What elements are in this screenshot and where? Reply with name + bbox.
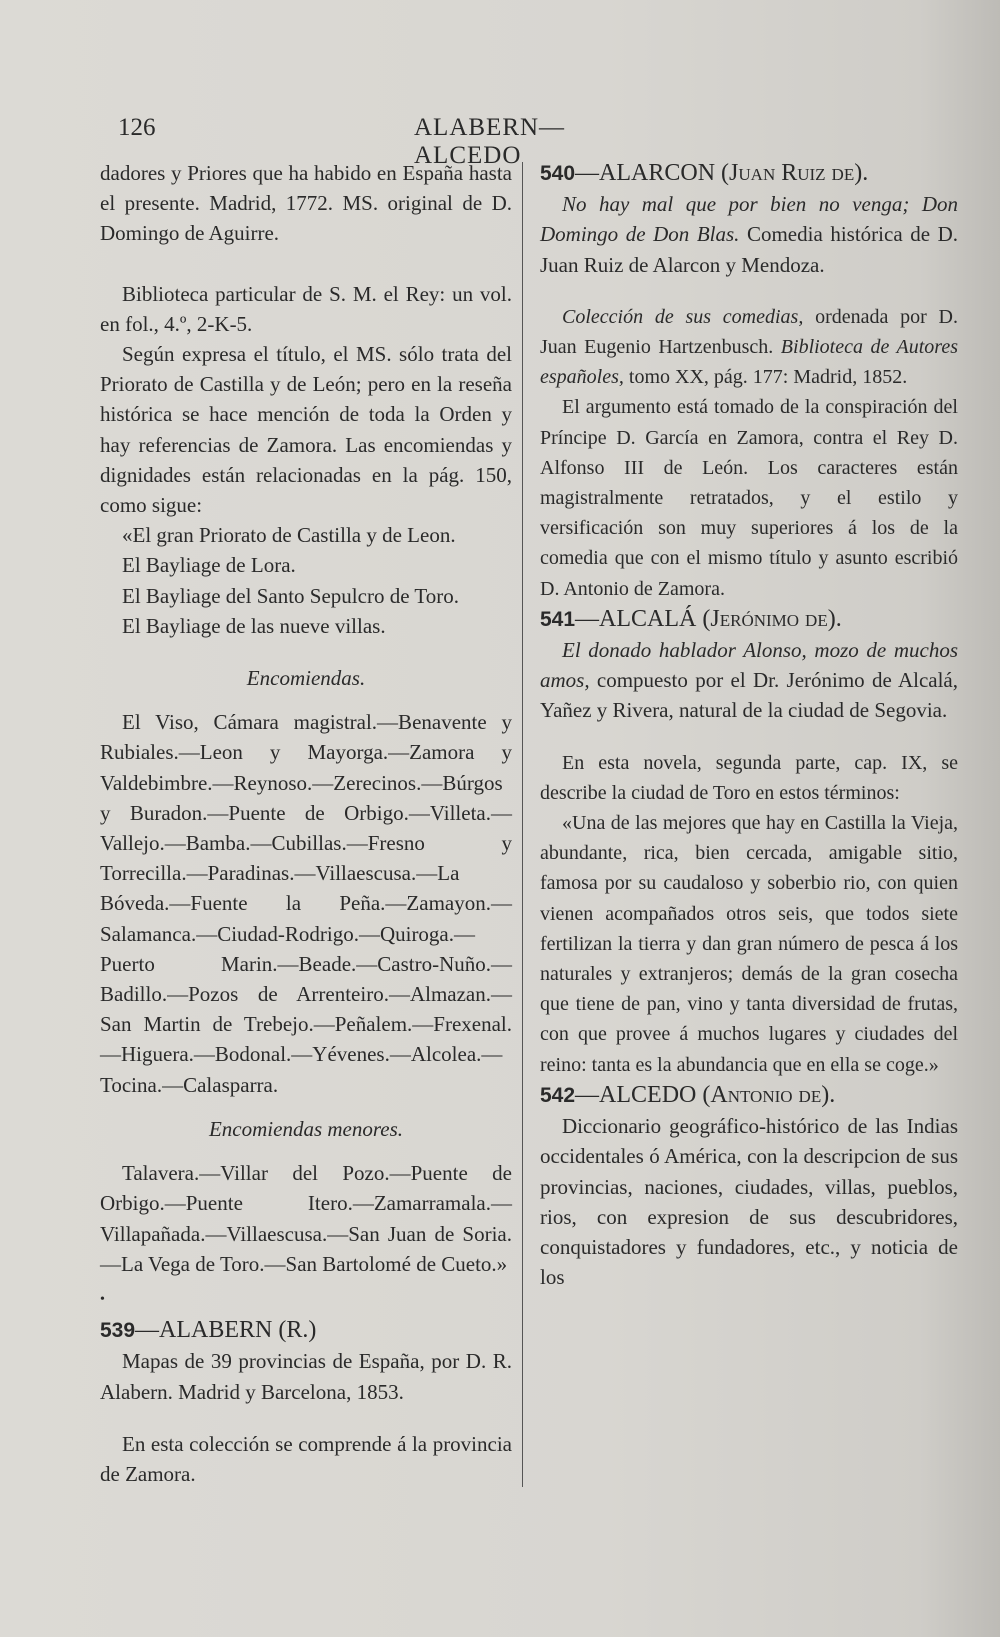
ornament-dot: • [100,1291,105,1307]
source-details: tomo XX, pág. 177: Madrid, 1852. [623,366,908,389]
entry-author-name: Juan Ruiz de [729,160,855,186]
work-title: El donado hablador Alonso, mozo de muchos amos, [540,638,958,693]
left-column [100,158,512,1489]
quote-line: El Bayliage de Lora. [122,553,296,578]
page-number: 126 [118,114,156,141]
entry-author-close: ). [821,1081,836,1108]
entry-number: 539 [100,1319,136,1343]
entry-541-note: En esta novela, segunda parte, cap. IX, se describe la ciudad de Toro en estos términos: [540,751,958,804]
intro-paragraph: dadores y Priores que ha habido en España hasta el presente. Madrid, 1772. MS. original de D. Domingo de Aguirre. [100,161,512,246]
library-note: Biblioteca particular de S. M. el Rey: un vol. en fol., 4.º, 2-K-5. [100,281,512,336]
entry-540-source [540,302,958,393]
encomiendas-menores-list: Talavera.—Villar del Pozo.—Puente de Orbigo.—Puente Itero.—Zamarramala.—Villapañada.—Villaescusa.—San Juan de Soria.—La Vega de Toro.—San Bartolomé de Cueto.» [100,1161,512,1276]
source-text: ordenada por D. Juan Eugenio Hartzenbusch. [540,305,958,359]
entry-540-argument: El argumento está tomado de la conspiración del Príncipe D. García en Zamora, contra el Rey D. Alfonso III de León. Los caracteres están magistralmente retratados, y el estilo y versificación son muy superiores á los de la comedia que con el mismo título y asunto escribió D. Antonio de Zamora. [540,396,958,600]
entry-540-title [540,189,958,280]
entry-author-close: ). [827,605,842,632]
description-paragraph: Según expresa el título, el MS. sólo trata del Priorato de Castilla y de León; pero en la reseña histórica se hace mención de toda la Orden y hay referencias de Zamora. Las encomiendas y dignidades están relacionadas en la pág. 150, como sigue: [100,342,512,518]
encomiendas-menores-title: Encomiendas menores. [208,1116,403,1141]
entry-539-title: Mapas de 39 provincias de España, por D. R. Alabern. Madrid y Barcelona, 1853. [100,1349,512,1404]
running-head: ALABERN—ALCEDO [414,114,566,169]
work-description: compuesto por el Dr. Jerónimo de Alcalá, Yañez y Rivera, natural de la ciudad de Segovia. [540,668,958,723]
column-divider [522,162,523,1487]
entry-540-heading [540,158,958,189]
entry-author-name: Antonio de [710,1081,822,1108]
encomiendas-title: Encomiendas. [246,666,366,691]
page-header [118,114,648,169]
entry-number: 541 [540,607,576,631]
quote-line: El Bayliage del Santo Sepulcro de Toro. [122,583,459,608]
entry-542-text: Diccionario geográfico-histórico de las Indias occidentales ó América, con la descripcion de sus provincias, naciones, ciudades, villas, pueblos, rios, con expresion de sus descubridores, conquistadores y fundadores, etc., y noticia de los [540,1114,958,1290]
entry-541-quote: «Una de las mejores que hay en Castilla la Vieja, abundante, rica, bien cercada, amigable sitio, famosa por su caudaloso y soberbio rio, con quien vienen acompañados otros seis, que todos siete fertilizan la tierra y dan gran número de pesca á los naturales y extranjeros; demás de la gran cosecha que tiene de pan, vino y tanta diversidad de frutas, con que provee á muchos lugares y ciudades del reino: tanta es la abundancia que en ella se coge.» [540,812,958,1076]
entry-number: 540 [540,162,576,185]
entry-541-heading [540,604,958,635]
entry-number: 542 [540,1083,576,1107]
work-description: Comedia histórica de D. Juan Ruiz de Alarcon y Mendoza. [540,222,958,277]
entry-author: —ALCEDO ( [575,1081,711,1108]
entry-542-heading [540,1080,958,1111]
encomiendas-list: El Viso, Cámara magistral.—Benavente y Rubiales.—Leon y Mayorga.—Zamora y Valdebimbre.—Reynoso.—Zerecinos.—Búrgos y Buradon.—Puente de Orbigo.—Villeta.—Vallejo.—Bamba.—Cubillas.—Fresno y Torrecilla.—Paradinas.—Villaescusa.—La Bóveda.—Fuente la Peña.—Zamayon.—Salamanca.—Ciudad-Rodrigo.—Quiroga.—Puerto Marin.—Beade.—Castro-Nuño.—Badillo.—Pozos de Arrenteiro.—Almazan.—San Martin de Trebejo.—Peñalem.—Frexenal.—Higuera.—Bodonal.—Yévenes.—Alcolea.—Tocina.—Calasparra. [100,710,512,1097]
entry-541-title [540,635,958,726]
source-series: Biblioteca de Autores españoles, [540,336,959,389]
quote-line: El Bayliage de las nueve villas. [122,613,386,638]
entry-author: —ALABERN (R.) [135,1317,317,1344]
entry-author-name: Jerónimo de [710,605,828,632]
entry-author: —ALARCON ( [575,160,730,186]
entry-539-heading [100,1315,512,1346]
quote-line: «El gran Priorato de Castilla y de Leon. [122,523,456,548]
work-title: No hay mal que por bien no venga; Don Domingo de Don Blas. [540,192,958,247]
entry-author: —ALCALÁ ( [575,605,711,632]
right-column [540,158,958,1292]
entry-author-close: ). [854,160,869,186]
entry-539-note: En esta colección se comprende á la provincia de Zamora. [100,1431,512,1486]
source-title: Colección de sus comedias, [562,305,804,328]
